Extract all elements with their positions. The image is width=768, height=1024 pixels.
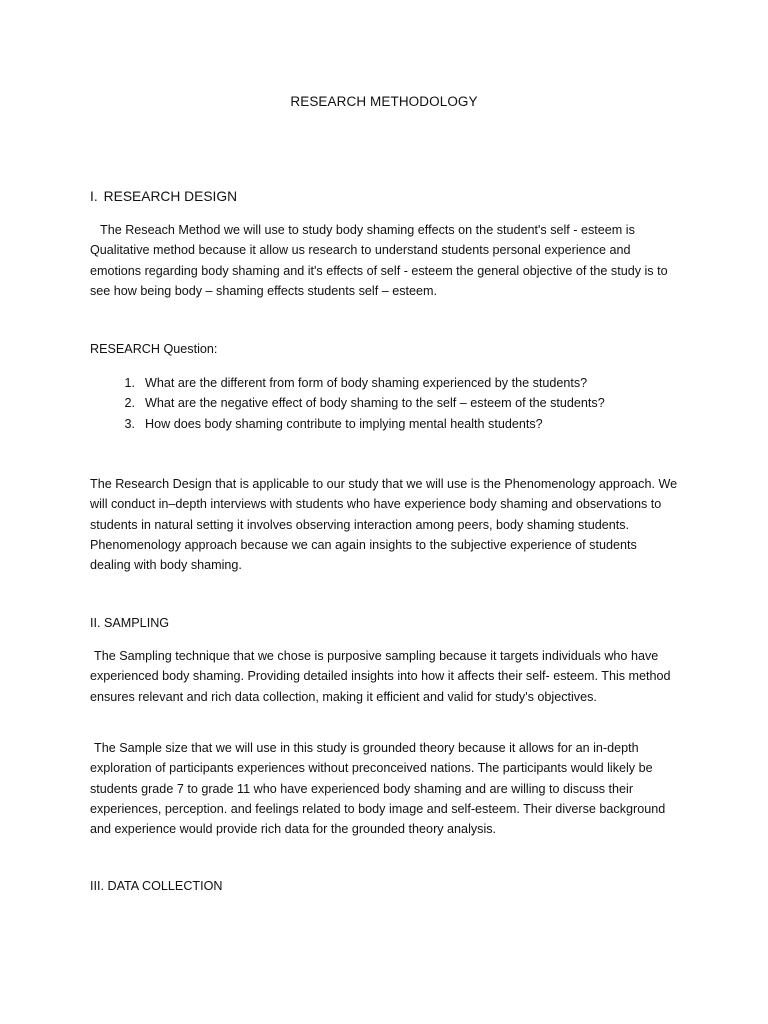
list-item-text: What are the different from form of body shaming experienced by the students?	[145, 376, 588, 390]
research-question-label: RESEARCH Question:	[90, 342, 218, 356]
list-item-text: How does body shaming contribute to implying mental health students?	[145, 416, 543, 431]
research-design-phenomenology-block	[90, 474, 680, 575]
section-heading-data-collection: III. DATA COLLECTION	[90, 879, 223, 893]
document-title: RESEARCH METHODOLOGY	[290, 94, 478, 109]
list-item	[90, 393, 690, 413]
list-item-number: 2.	[124, 396, 135, 411]
sample-size-paragraph: The Sample size that we will use in this study is grounded theory because it allows for an in-depth exploration of participants experiences without preconceived nations. The participants would likely be students grade 7 to grade 11 who have experienced body shaming and are willing to discuss their experiences, perception. and feelings related to body image and self-esteem. Their diverse background and experience would provide rich data for the grounded theory analysis.	[90, 741, 666, 837]
sampling-paragraph-block-1	[90, 646, 680, 707]
section-heading-research-design	[90, 189, 237, 204]
list-item	[90, 414, 690, 434]
research-method-paragraph: The Reseach Method we will use to study body shaming effects on the student's self - esteem is Qualitative method because it allow us research to understand students personal experience and emotions regarding body shaming and it's effects of self - esteem the general objective of the study is to see how being body – shaming effects students self – esteem.	[90, 223, 668, 298]
list-item-number: 1.	[124, 376, 135, 390]
phenomenology-paragraph: The Research Design that is applicable to our study that we will use is the Phenomenology approach. We will conduct in–depth interviews with students who have experience body shaming and observations to students in natural setting it involves observing interaction among peers, body shaming students. Phenomenology approach because we can again insights to the subjective experience of students dealing with body shaming.	[90, 477, 678, 573]
list-item-text: What are the negative effect of body shaming to the self – esteem of the students?	[145, 396, 605, 411]
section-number: I.	[90, 189, 98, 204]
sampling-paragraph-block-2	[90, 738, 680, 839]
list-item-number: 3.	[124, 416, 135, 431]
sampling-technique-paragraph: The Sampling technique that we chose is purposive sampling because it targets individuals who have experienced body shaming. Providing detailed insights into how it affects their self- esteem. This method ensures relevant and rich data collection, making it efficient and valid for study's objectives.	[90, 649, 671, 704]
list-item	[90, 373, 690, 393]
research-design-paragraph-block	[90, 220, 680, 301]
section-heading-text: RESEARCH DESIGN	[103, 189, 238, 204]
section-heading-sampling: II. SAMPLING	[90, 616, 170, 630]
research-question-list	[90, 373, 690, 434]
